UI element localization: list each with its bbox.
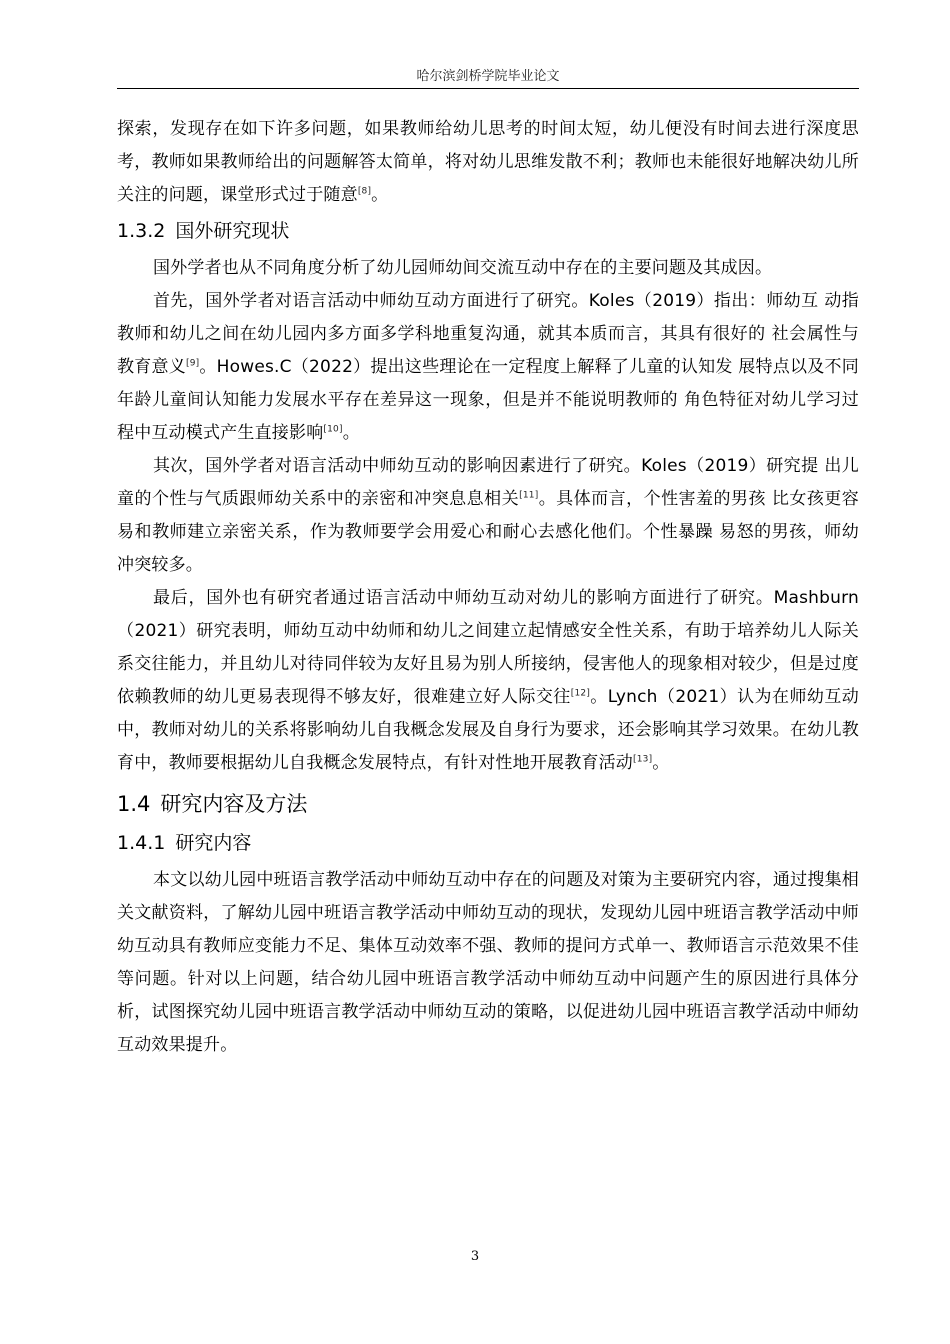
section-heading-1-4-1 [117,828,859,858]
paragraph-text: 。Howes.C（2022）提出这些理论在一定程度上解释了儿童的认知发 展特点以及不同年龄儿童间认知能力发展水平存在差异这一现象，但是并不能说明教师的 角色特征对幼儿学习过程中互动模式产生直接影响 [117,357,859,443]
page-header: 哈尔滨剑桥学院毕业论文 [416,69,560,84]
citation: [9] [186,358,200,369]
paragraph [117,582,859,780]
paragraph: 本文以幼儿园中班语言教学活动中师幼互动中存在的问题及对策为主要研究内容，通过搜集相关文献资料，了解幼儿园中班语言教学活动中师幼互动的现状，发现幼儿园中班语言教学活动中师幼互动具有教师应变能力不足、集体互动效率不强、教师的提问方式单一、教师语言示范效果不佳等问题。针对以上问题，结合幼儿园中班语言教学活动中师幼互动中问题产生的原因进行具体分析，试图探究幼儿园中班语言教学活动中师幼互动的策略，以促进幼儿园中班语言教学活动中师幼互动效果提升。 [117,870,859,1055]
citation: [10] [323,424,343,435]
paragraph-text: 探索，发现存在如下许多问题，如果教师给幼儿思考的时间太短，幼儿便没有时间去进行深度思考，教师如果教师给出的问题解答太简单，将对幼儿思维发散不利；教师也未能很好地解决幼儿所关注的问题，课堂形式过于随意 [117,119,859,205]
document-body [117,113,859,1062]
paragraph-text: 首先，国外学者对语言活动中师幼互动方面进行了研究。Koles（2019）指出：师幼互 动指教师和幼儿之间在幼儿园内多方面多学科地重复沟通，就其本质而言，其具有很好的 社会属性与教育意义 [117,291,859,377]
section-number: 1.3.2 [117,220,166,242]
section-title: 国外研究现状 [175,220,290,242]
paragraph-text: 。 [371,185,389,205]
paragraph-text: 。 [342,423,360,443]
section-title: 研究内容 [175,832,252,854]
citation: [11] [519,490,539,501]
header-rule [117,88,859,89]
paragraph-text: 。 [652,753,670,773]
section-heading-1-4 [117,788,859,820]
paragraph [117,450,859,582]
paragraph [117,285,859,450]
citation: [13] [633,754,653,765]
paragraph-text: 。Lynch（2021）认为在师幼互动中，教师对幼儿的关系将影响幼儿自我概念发展及自身行为要求，还会影响其学习效果。在幼儿教育中，教师要根据幼儿自我概念发展特点，有针对性地开展教育活动 [117,687,860,773]
paragraph [117,113,859,212]
paragraph-text: 其次，国外学者对语言活动中师幼互动的影响因素进行了研究。Koles（2019）研究提 出儿童的个性与气质跟师幼关系中的亲密和冲突息息相关 [117,456,859,509]
section-heading-1-3-2 [117,216,859,246]
paragraph-text: 。具体而言，个性害羞的男孩 比女孩更容易和教师建立亲密关系，作为教师要学会用爱心和耐心去感化他们。个性暴躁 易怒的男孩，师幼冲突较多。 [117,489,859,575]
page-number: 3 [470,1249,480,1264]
paragraph: 国外学者也从不同角度分析了幼儿园师幼间交流互动中存在的主要问题及其成因。 [153,258,773,278]
paragraph-text: 最后，国外也有研究者通过语言活动中师幼互动对幼儿的影响方面进行了研究。Mashburn（2021）研究表明，师幼互动中幼师和幼儿之间建立起情感安全性关系，有助于培养幼儿人际关系交往能力，并且幼儿对待同伴较为友好且易为别人所接纳，侵害他人的现象相对较少，但是过度依赖教师的幼儿更易表现得不够友好，很难建立好人际交往 [117,588,859,707]
section-number: 1.4.1 [117,832,166,854]
citation: [12] [570,688,591,699]
section-title: 研究内容及方法 [160,792,308,816]
citation: [8] [357,186,372,197]
section-number: 1.4 [117,792,151,816]
